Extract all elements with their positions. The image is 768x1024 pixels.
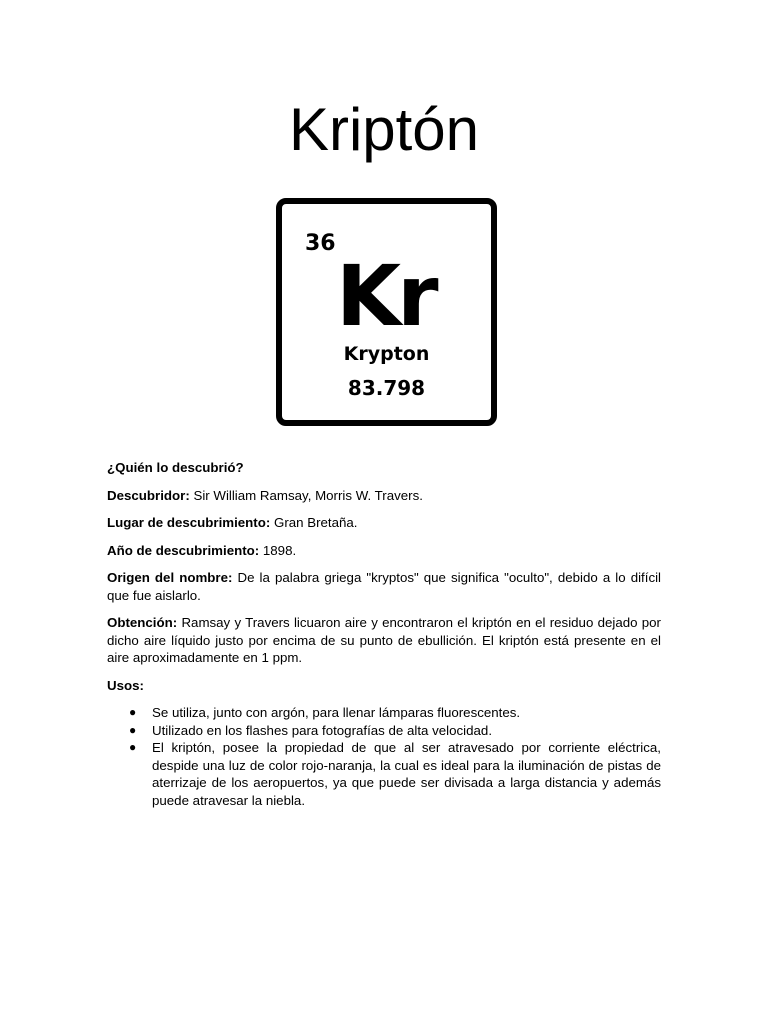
list-item: ● Se utiliza, junto con argón, para llenar lámparas fluorescentes. [129,705,521,720]
element-name: Krypton [343,343,430,365]
list-item: ● Utilizado en los flashes para fotografías de alta velocidad. [129,722,493,738]
field-name-origin [107,569,661,604]
field-value: Sir William Ramsay, Morris W. Travers. [189,487,423,503]
periodic-element-tile [276,198,497,426]
field-obtention [107,614,661,667]
atomic-mass: 83.798 [347,376,426,400]
field-label: Obtención: [107,615,178,630]
bullet-icon: ● [129,740,137,754]
field-label: Año de descubrimiento: [107,542,260,558]
uses-list [107,704,661,809]
uses-heading: Usos: [107,677,144,693]
field-year [107,542,661,560]
field-value: 1898. [259,542,297,558]
atomic-number: 36 [305,231,336,256]
field-value: Gran Bretaña. [270,515,358,530]
field-label: Lugar de descubrimiento: [107,515,271,530]
field-place [107,514,661,532]
bullet-icon: ● [129,705,137,719]
field-discoverer [107,487,661,505]
question-heading: ¿Quién lo descubrió? [107,460,244,475]
page-title: Kriptón [288,96,480,163]
field-label: Descubridor: [107,487,190,503]
field-value: De la palabra griega "kryptos" que significa "oculto", debido a lo difícil que fue aislarlo. [107,570,661,603]
bullet-icon: ● [129,722,137,737]
document-body [107,459,661,809]
field-value: Ramsay y Travers licuaron aire y encontraron el kriptón en el residuo dejado por dicho aire líquido justo por encima de su punto de ebullición. El kriptón está presente en el aire aproximadamente en 1 ppm. [107,615,661,665]
element-symbol: Kr [336,247,435,345]
field-label: Origen del nombre: [107,570,233,585]
list-item: ● El kriptón, posee la propiedad de que al ser atravesado por corriente eléctrica, despide una luz de color rojo-naranja, la cual es ideal para la iluminación de pistas de aterrizaje de los aeropuertos, ya que puede ser divisada a larga distancia y además puede atravesar la niebla. [129,740,661,808]
